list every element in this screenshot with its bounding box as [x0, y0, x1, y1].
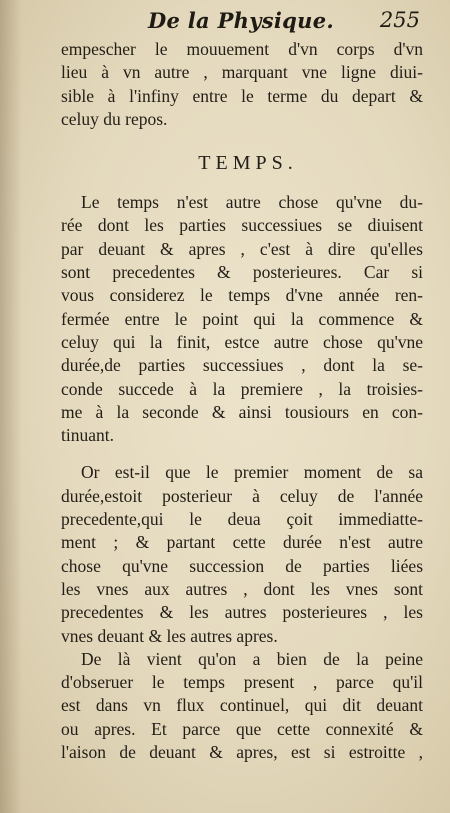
text-line: vnes deuant & les autres apres. — [61, 625, 278, 646]
page-number: 255 — [379, 8, 420, 32]
text-line: ou apres. Et parce que cette connexité & — [61, 718, 423, 739]
text-line: chose qu'vne succession de parties liées — [61, 555, 423, 576]
gutter-shadow — [0, 0, 22, 813]
text-line: d'obseruer le temps present , parce qu'il — [61, 672, 423, 693]
text-line: sont precedentes & posterieures. Car si — [61, 262, 423, 283]
text-line: fermée entre le point qui la commence & — [61, 308, 423, 329]
text-line: conde succede à la premiere , la troisies- — [61, 378, 423, 399]
text-line: ment ; & partant cette durée n'est autre — [61, 532, 423, 553]
text-block — [61, 38, 423, 764]
text-line: celuy qui la finit, estce autre chose qu'vne — [61, 331, 423, 352]
text-line: sible à l'infiny entre le terme du depart & — [61, 85, 423, 106]
running-head-title: De la Physique. — [148, 8, 334, 33]
paragraph-3 — [61, 648, 423, 764]
text-line: durée,de parties successiues , dont la se- — [61, 355, 423, 376]
text-line: me à la seconde & ainsi tousiours en con- — [61, 401, 423, 422]
paragraph-2 — [61, 461, 423, 647]
section-title: TEMPS. — [198, 152, 298, 175]
intro-paragraph — [61, 38, 423, 131]
text-line: l'aison de deuant & apres, est si estroitte , — [61, 742, 423, 763]
text-line: par deuant & apres , c'est à dire qu'elles — [61, 238, 423, 259]
text-line: precedente,qui le deua çoit immediatte- — [61, 509, 423, 530]
text-line: empescher le mouuement d'vn corps d'vn — [61, 39, 423, 59]
text-line: tinuant. — [61, 425, 114, 446]
text-line: Or est-il que le premier moment de sa — [81, 462, 423, 483]
running-head — [0, 8, 450, 38]
text-line: Le temps n'est autre chose qu'vne du- — [81, 192, 423, 213]
text-line: vous considerez le temps d'vne année ren- — [61, 285, 423, 306]
text-line: De là vient qu'on a bien de la peine — [81, 648, 423, 669]
text-line: est dans vn flux continuel, qui dit deuant — [61, 695, 423, 716]
text-line: les vnes aux autres , dont les vnes sont — [61, 578, 423, 599]
text-line: celuy du repos. — [61, 108, 168, 129]
text-line: precedentes & les autres posterieures , les — [61, 602, 423, 623]
paragraph-1 — [61, 191, 423, 447]
text-line: rée dont les parties successiues se diuisent — [61, 215, 423, 236]
text-line: durée,estoit posterieur à celuy de l'année — [61, 485, 423, 506]
text-line: lieu à vn autre , marquant vne ligne diui- — [61, 62, 423, 83]
